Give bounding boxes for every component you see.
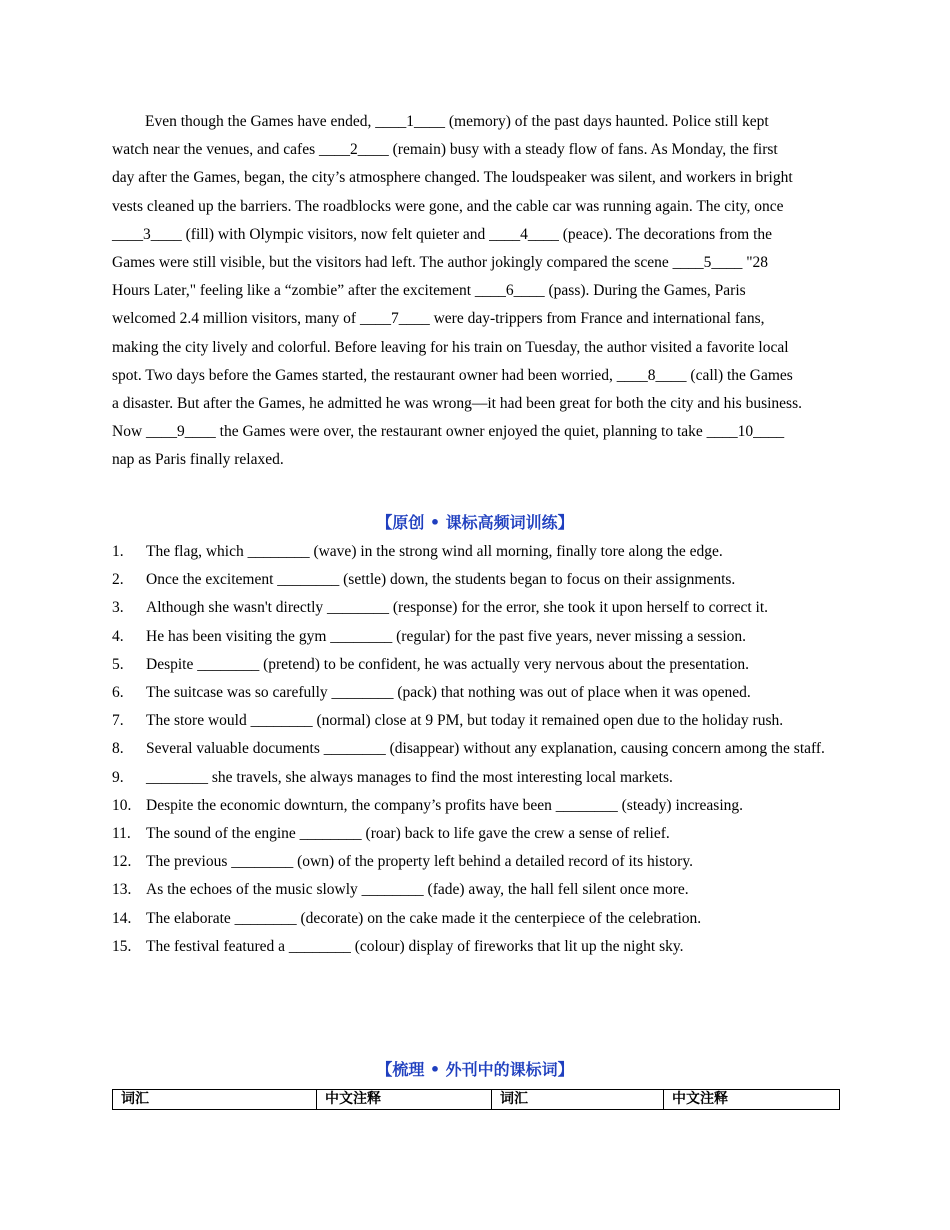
exercise-text: As the echoes of the music slowly ________ (fade) away, the hall fell silent once more.	[146, 881, 689, 899]
table-header-cell: 中文注释	[317, 1090, 492, 1110]
exercise-text: The festival featured a ________ (colour) display of fireworks that lit up the night sky.	[146, 937, 684, 955]
exercise-item	[112, 820, 842, 848]
exercise-number: 9.	[112, 768, 124, 786]
section-heading-vocab-practice: 【原创 • 课标高频词训练】	[376, 513, 574, 532]
exercise-item	[112, 594, 842, 622]
exercise-text: Despite the economic downturn, the company’s profits have been ________ (steady) increasing.	[146, 796, 744, 814]
exercise-text: The store would ________ (normal) close at 9 PM, but today it remained open due to the holiday rush.	[146, 712, 784, 730]
passage-line: Even though the Games have ended, ____1____ (memory) of the past days haunted. Police still kept	[145, 113, 769, 130]
vocab-table	[112, 1089, 840, 1110]
exercise-item	[112, 933, 842, 961]
passage-line: making the city lively and colorful. Before leaving for his train on Tuesday, the author visited a favorite local	[112, 338, 789, 356]
exercise-text: Several valuable documents ________ (disappear) without any explanation, causing concern among the staff.	[146, 740, 825, 758]
passage-line: welcomed 2.4 million visitors, many of ____7____ were day-trippers from France and international fans,	[112, 310, 765, 328]
exercise-item	[112, 707, 842, 735]
exercise-number: 10.	[112, 796, 132, 814]
exercise-list	[112, 538, 842, 961]
exercise-text: Despite ________ (pretend) to be confident, he was actually very nervous about the presentation.	[146, 655, 750, 673]
passage-line: Now ____9____ the Games were over, the restaurant owner enjoyed the quiet, planning to take ____10____	[112, 423, 785, 441]
exercise-text: The sound of the engine ________ (roar) back to life gave the crew a sense of relief.	[146, 825, 670, 843]
exercise-number: 8.	[112, 740, 124, 758]
exercise-item	[112, 876, 842, 904]
exercise-text: The flag, which ________ (wave) in the strong wind all morning, finally tore along the edge.	[146, 543, 723, 560]
exercise-item	[112, 566, 842, 594]
exercise-item	[112, 792, 842, 820]
table-header-row	[113, 1090, 840, 1110]
passage-line: vests cleaned up the barriers. The roadblocks were gone, and the cable car was running again. The city, once	[112, 197, 784, 215]
table-header-cell: 词汇	[113, 1090, 317, 1110]
passage-line: day after the Games, began, the city’s atmosphere changed. The loudspeaker was silent, and workers in bright	[112, 169, 793, 187]
exercise-number: 5.	[112, 655, 124, 673]
exercise-number: 13.	[112, 881, 132, 899]
exercise-text: The suitcase was so carefully ________ (pack) that nothing was out of place when it was opened.	[146, 684, 751, 702]
exercise-number: 7.	[112, 712, 124, 730]
exercise-number: 3.	[112, 599, 124, 617]
table-header-cell: 词汇	[492, 1090, 664, 1110]
exercise-item	[112, 651, 842, 679]
exercise-item	[112, 735, 842, 763]
exercise-text: The elaborate ________ (decorate) on the cake made it the centerpiece of the celebration.	[146, 909, 702, 927]
exercise-text: ________ she travels, she always manages to find the most interesting local markets.	[146, 768, 673, 786]
exercise-item	[112, 764, 842, 792]
exercise-number: 12.	[112, 853, 132, 871]
passage-line: Games were still visible, but the visitors had left. The author jokingly compared the scene ____5____ "28	[112, 254, 769, 272]
exercise-item	[112, 848, 842, 876]
passage-line: nap as Paris finally relaxed.	[112, 451, 284, 469]
exercise-text: He has been visiting the gym ________ (regular) for the past five years, never missing a session.	[146, 627, 747, 645]
exercise-item	[112, 623, 842, 651]
exercise-text: Once the excitement ________ (settle) down, the students began to focus on their assignments.	[146, 571, 736, 589]
exercise-item	[112, 905, 842, 933]
cloze-passage	[112, 108, 840, 475]
passage-line: ____3____ (fill) with Olympic visitors, now felt quieter and ____4____ (peace). The decorations from the	[112, 225, 773, 243]
exercise-item	[112, 538, 842, 566]
exercise-number: 14.	[112, 909, 132, 927]
passage-line: a disaster. But after the Games, he admitted he was wrong—it had been great for both the city and his business.	[112, 395, 802, 413]
exercise-number: 6.	[112, 684, 124, 702]
passage-line: spot. Two days before the Games started, the restaurant owner had been worried, ____8____ (call) the Games	[112, 366, 793, 384]
exercise-text: Although she wasn't directly ________ (response) for the error, she took it upon herself to correct it.	[146, 599, 769, 617]
table-header-cell: 中文注释	[664, 1090, 840, 1110]
exercise-number: 1.	[112, 543, 124, 560]
exercise-item	[112, 679, 842, 707]
passage-line: Hours Later," feeling like a “zombie” after the excitement ____6____ (pass). During the Games, Paris	[112, 282, 746, 300]
exercise-number: 4.	[112, 627, 124, 645]
section-heading-vocab-review: 【梳理 • 外刊中的课标词】	[376, 1060, 574, 1079]
exercise-number: 15.	[112, 937, 132, 955]
exercise-text: The previous ________ (own) of the property left behind a detailed record of its history.	[146, 853, 693, 871]
passage-line: watch near the venues, and cafes ____2____ (remain) busy with a steady flow of fans. As Monday, the first	[112, 141, 778, 159]
exercise-number: 2.	[112, 571, 124, 589]
exercise-number: 11.	[112, 825, 131, 843]
